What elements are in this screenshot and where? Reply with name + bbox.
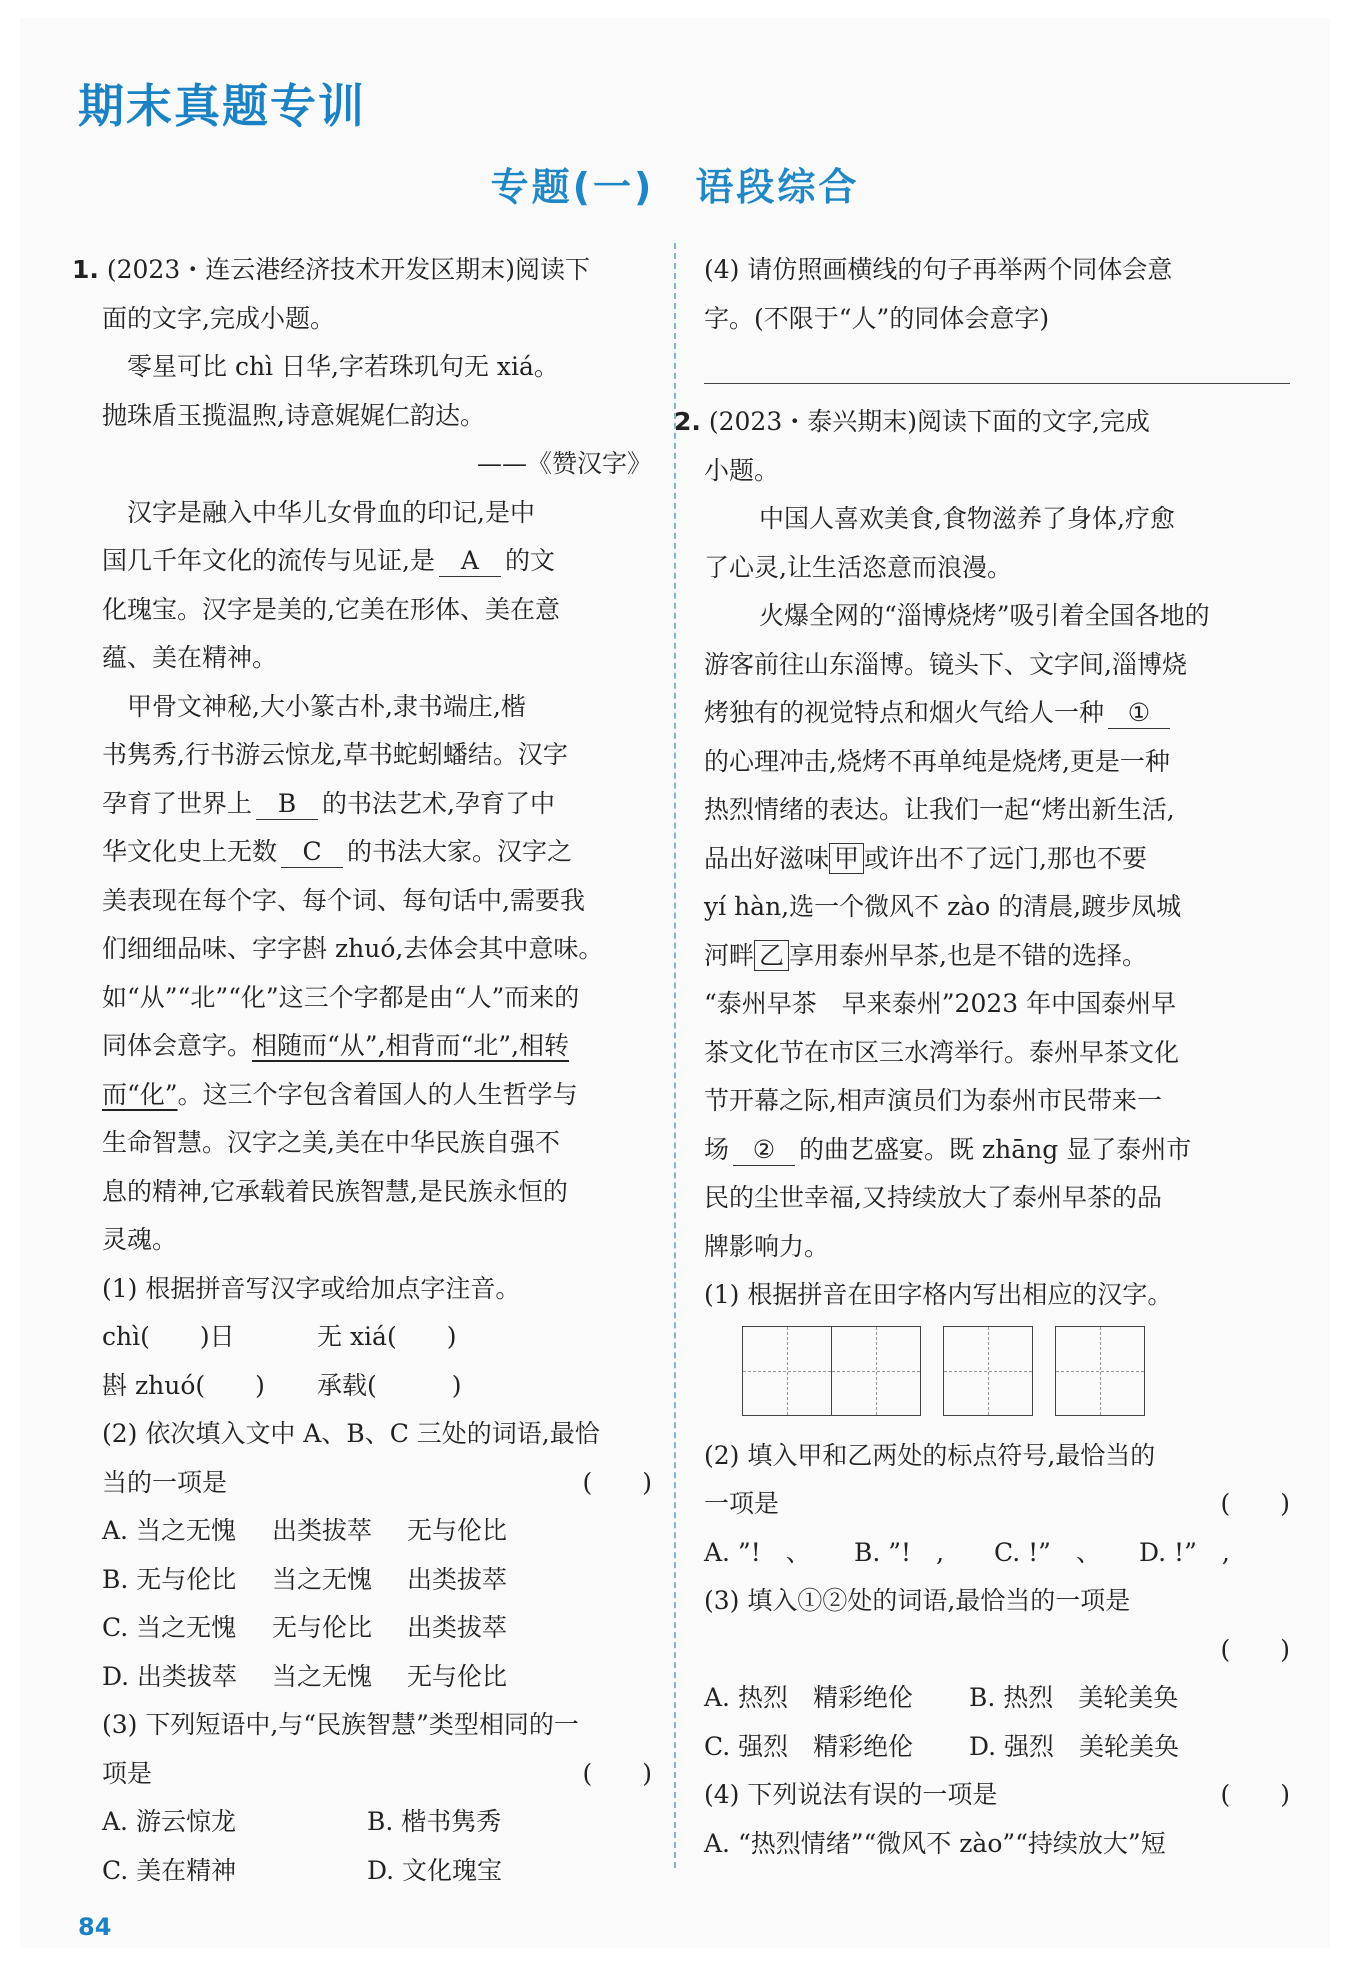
question-number: 1. <box>72 255 99 284</box>
blank-c[interactable]: C <box>281 837 343 868</box>
sub-question-4 <box>704 1771 1290 1820</box>
blank-2[interactable]: ② <box>733 1135 795 1166</box>
option-text: 无与伦比 <box>407 1661 508 1691</box>
option-row[interactable]: A. “热烈情绪”“微风不 zào”“持续放大”短 <box>704 1828 1166 1858</box>
tian-grid-cell[interactable] <box>742 1326 832 1416</box>
passage-line <box>704 932 1290 981</box>
question-text: 小题。 <box>704 455 780 485</box>
passage-line: “泰州早茶 早来泰州”2023 年中国泰州早 <box>704 989 1177 1018</box>
sub-question-1: (1) 根据拼音写汉字或给加点字注音。 <box>102 1273 521 1303</box>
passage-line: 节开幕之际,相声演员们为泰州市民带来一 <box>704 1086 1162 1115</box>
passage-text: 国几千年文化的流传与见证,是 <box>102 546 435 575</box>
question-number: 2. <box>674 407 701 436</box>
question-text: 一项是 <box>704 1489 780 1518</box>
passage-line <box>72 1022 652 1071</box>
passage-text: 或许出不了远门,那也不要 <box>864 843 1147 873</box>
tian-grid-pair <box>742 1326 921 1418</box>
option-text: A. 游云惊龙 <box>102 1807 236 1836</box>
option-text: A. 当之无愧 <box>102 1516 236 1545</box>
sub-question-2-cont <box>72 1459 652 1508</box>
answer-paren[interactable]: ( ) <box>1220 1780 1290 1809</box>
pinyin-item[interactable]: 斟 zhuó( ) <box>102 1370 265 1400</box>
option-text[interactable]: C. 强烈 精彩绝伦 <box>704 1731 914 1761</box>
underlined-sentence: 相随而“从”,相背而“北”,相转 <box>252 1031 570 1060</box>
option-row[interactable] <box>72 1507 652 1556</box>
option-row[interactable] <box>72 1604 652 1653</box>
passage-text: 烤独有的视觉特点和烟火气给人一种 <box>704 698 1105 727</box>
poem-source: ——《赞汉字》 <box>476 449 652 478</box>
option-text: C. 当之无愧 <box>102 1613 237 1642</box>
sub-question-3: (3) 填入①②处的词语,最恰当的一项是 <box>704 1586 1131 1615</box>
passage-line: 息的精神,它承载着民族智慧,是民族永恒的 <box>102 1176 568 1206</box>
topic-title: 专题(一) 语段综合 <box>490 165 860 209</box>
passage-text: 品出好滋味 <box>704 843 830 873</box>
passage-line: 茶文化节在市区三水湾举行。泰州早茶文化 <box>704 1037 1180 1067</box>
passage-text: 场 <box>704 1134 730 1164</box>
sub-question-3: (3) 下列短语中,与“民族智慧”类型相同的一 <box>102 1710 579 1739</box>
passage-text: 河畔 <box>704 940 755 970</box>
tian-grid-single <box>943 1326 1033 1418</box>
tian-grid-cell[interactable] <box>1055 1326 1145 1416</box>
page-number: 84 <box>78 1913 112 1941</box>
right-column <box>674 246 1290 1868</box>
passage-line: 生命智慧。汉字之美,美在中华民族自强不 <box>102 1128 560 1157</box>
question-text: (2023・连云港经济技术开发区期末)阅读下 <box>106 255 590 284</box>
sub-question-1: (1) 根据拼音在田字格内写出相应的汉字。 <box>704 1280 1173 1309</box>
passage-line: 民的尘世幸福,又持续放大了泰州早茶的品 <box>704 1183 1162 1212</box>
pinyin-item[interactable]: 承载( ) <box>317 1370 462 1400</box>
passage-line: 蕴、美在精神。 <box>102 643 278 672</box>
option-text[interactable]: B. ”! , <box>854 1537 945 1567</box>
answer-line[interactable] <box>704 353 1290 384</box>
option-text: B. 楷书隽秀 <box>367 1807 502 1836</box>
option-text: C. 美在精神 <box>102 1855 237 1885</box>
passage-line: 火爆全网的“淄博烧烤”吸引着全国各地的 <box>759 601 1210 630</box>
poem-line: 零星可比 chì 日华,字若珠玑句无 xiá。 <box>127 352 559 381</box>
tian-grid-cell[interactable] <box>943 1326 1033 1416</box>
sub-question-4-cont: 字。(不限于“人”的同体会意字) <box>704 303 1050 333</box>
passage-line <box>72 780 652 829</box>
passage-line: 们细细品味、字字斟 zhuó,去体会其中意味。 <box>102 934 604 963</box>
answer-paren[interactable]: ( ) <box>582 1758 652 1788</box>
option-text[interactable]: B. 热烈 美轮美奂 <box>969 1683 1179 1712</box>
passage-line: 化瑰宝。汉字是美的,它美在形体、美在意 <box>102 594 560 624</box>
sub-question-4: (4) 请仿照画横线的句子再举两个同体会意 <box>704 255 1173 284</box>
option-text[interactable]: A. 热烈 精彩绝伦 <box>704 1683 913 1712</box>
option-row <box>704 1674 1290 1723</box>
passage-text: 的书法大家。汉字之 <box>347 837 573 866</box>
passage-line: 热烈情绪的表达。让我们一起“烤出新生活, <box>704 795 1175 824</box>
passage-text: 的文 <box>504 546 555 575</box>
passage-line: yí hàn,选一个微风不 zào 的清晨,踱步凤城 <box>704 892 1182 921</box>
option-text: 出类拔萃 <box>407 1613 508 1642</box>
punctuation-box-jia[interactable]: 甲 <box>829 843 864 874</box>
sub-question-2: (2) 填入甲和乙两处的标点符号,最恰当的 <box>704 1440 1156 1470</box>
option-text: 无与伦比 <box>272 1613 373 1642</box>
passage-line: 甲骨文神秘,大小篆古朴,隶书端庄,楷 <box>127 691 526 721</box>
column-divider <box>674 243 676 1868</box>
option-row[interactable] <box>72 1847 652 1896</box>
passage-line: 的心理冲击,烧烤不再单纯是烧烤,更是一种 <box>704 746 1170 776</box>
left-column <box>72 246 652 1895</box>
option-text: B. 无与伦比 <box>102 1564 237 1594</box>
sub-question-2-cont <box>704 1480 1290 1529</box>
passage-line <box>704 689 1290 738</box>
page-header-title: 期末真题专训 <box>78 79 366 133</box>
answer-paren[interactable]: ( ) <box>1220 1489 1290 1518</box>
passage-text: 同体会意字。 <box>102 1031 253 1060</box>
sub-question-2: (2) 依次填入文中 A、B、C 三处的词语,最恰 <box>102 1419 600 1448</box>
passage-line: 了心灵,让生活恣意而浪漫。 <box>704 552 1012 582</box>
option-text[interactable]: A. ”! 、 <box>704 1537 811 1567</box>
passage-line: 美表现在每个字、每个词、每句话中,需要我 <box>102 885 585 915</box>
punctuation-box-yi[interactable]: 乙 <box>754 940 789 971</box>
pinyin-row <box>72 1362 652 1411</box>
option-row[interactable] <box>72 1798 652 1847</box>
tian-grid-single <box>1055 1326 1145 1418</box>
option-text: D. 出类拔萃 <box>102 1661 238 1691</box>
blank-1[interactable]: ① <box>1108 698 1170 729</box>
passage-text: 孕育了世界上 <box>102 788 253 818</box>
question-text: (4) 下列说法有误的一项是 <box>704 1780 998 1809</box>
passage-line <box>72 1071 652 1120</box>
answer-paren-row <box>704 1626 1290 1675</box>
answer-paren[interactable]: ( ) <box>1220 1634 1290 1664</box>
option-text[interactable]: C. !” 、 <box>994 1537 1101 1567</box>
question-2-intro <box>674 398 1290 447</box>
passage-line: 书隽秀,行书游云惊龙,草书蛇蚓蟠结。汉字 <box>102 740 568 769</box>
pinyin-row <box>72 1313 652 1362</box>
pinyin-item[interactable]: chì( )日 <box>102 1322 235 1351</box>
option-text: 当之无愧 <box>272 1661 373 1691</box>
passage-text: 华文化史上无数 <box>102 837 278 866</box>
tian-grid-area <box>742 1326 1290 1418</box>
option-text: 出类拔萃 <box>407 1564 508 1594</box>
passage-line: 游客前往山东淄博。镜头下、文字间,淄博烧 <box>704 649 1187 679</box>
tian-grid-cell[interactable] <box>832 1326 921 1416</box>
option-text: D. 文化瑰宝 <box>367 1855 503 1885</box>
option-row <box>704 1529 1290 1578</box>
passage-text: 。这三个字包含着国人的人生哲学与 <box>177 1079 578 1109</box>
option-row <box>704 1723 1290 1772</box>
option-text[interactable]: D. 强烈 美轮美奂 <box>969 1731 1180 1761</box>
option-text: 出类拔萃 <box>272 1516 373 1545</box>
blank-b[interactable]: B <box>256 789 318 820</box>
option-text: 当之无愧 <box>272 1564 373 1594</box>
option-text[interactable]: D. !” , <box>1139 1537 1230 1567</box>
passage-line <box>704 835 1290 884</box>
question-1-intro <box>72 246 652 295</box>
passage-line: 中国人喜欢美食,食物滋养了身体,疗愈 <box>759 504 1175 533</box>
passage-text: 享用泰州早茶,也是不错的选择。 <box>789 940 1147 970</box>
underlined-sentence: 而“化” <box>102 1079 178 1109</box>
passage-line: 汉字是融入中华儿女骨血的印记,是中 <box>127 497 535 527</box>
passage-text: 的曲艺盛宴。既 zhāng 显了泰州市 <box>799 1134 1192 1164</box>
passage-text: 的书法艺术,孕育了中 <box>322 788 555 818</box>
passage-line <box>72 828 652 877</box>
sub-question-3-cont <box>72 1750 652 1799</box>
passage-line <box>704 1126 1290 1175</box>
option-text: 无与伦比 <box>407 1516 508 1545</box>
workbook-page <box>20 18 1330 1948</box>
question-text: 面的文字,完成小题。 <box>102 303 335 333</box>
question-text: 当的一项是 <box>102 1467 228 1497</box>
answer-paren[interactable]: ( ) <box>582 1467 652 1497</box>
question-text: (2023・泰兴期末)阅读下面的文字,完成 <box>708 407 1150 436</box>
blank-a[interactable]: A <box>439 546 501 577</box>
question-text: 项是 <box>102 1758 153 1788</box>
passage-line: 牌影响力。 <box>704 1231 830 1261</box>
option-row[interactable] <box>72 1653 652 1702</box>
poem-line: 抛珠盾玉揽温煦,诗意娓娓仁韵达。 <box>102 400 485 430</box>
passage-line <box>72 537 652 586</box>
passage-line: 灵魂。 <box>102 1225 178 1254</box>
option-row[interactable] <box>72 1556 652 1605</box>
pinyin-item[interactable]: 无 xiá( ) <box>317 1322 457 1351</box>
passage-line: 如“从”“北”“化”这三个字都是由“人”而来的 <box>102 982 580 1012</box>
